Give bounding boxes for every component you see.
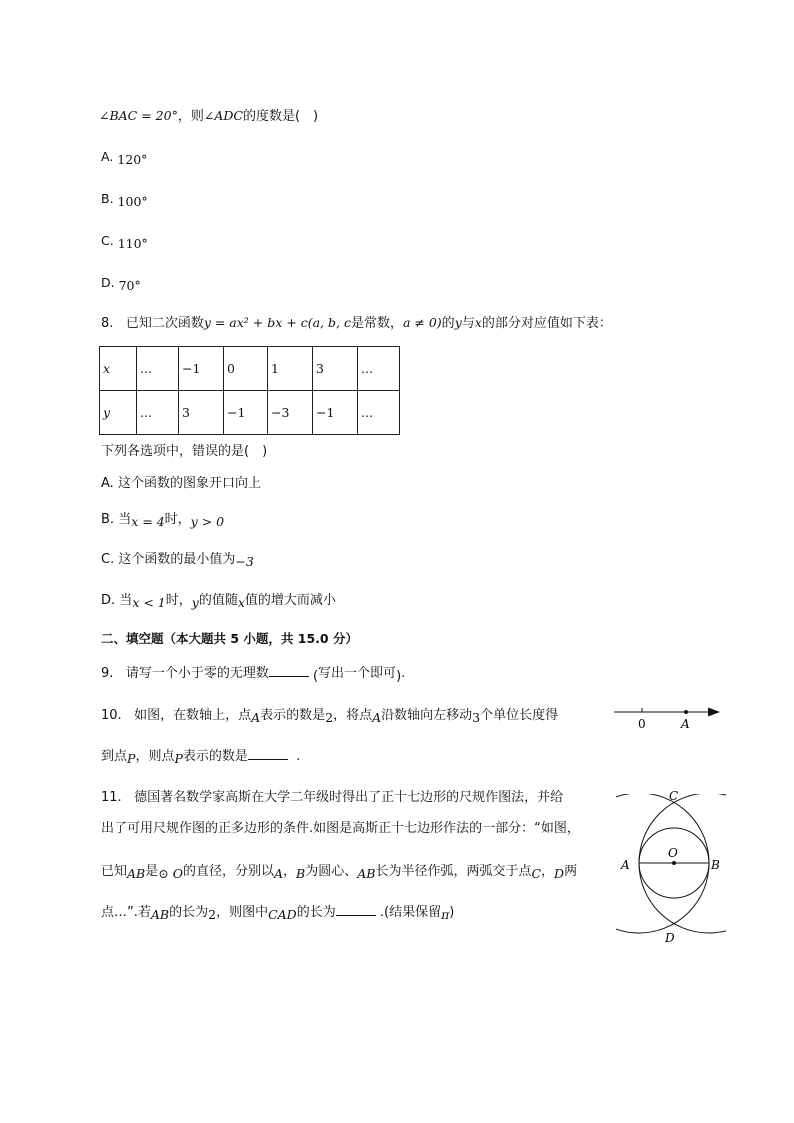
q8-option-b-t2: 时， bbox=[164, 512, 191, 527]
q8-value-table bbox=[99, 346, 400, 435]
q10-l1-t2: 表示的数是 bbox=[260, 708, 326, 723]
answer-blank[interactable] bbox=[336, 903, 376, 916]
q7-option-c-value: 110° bbox=[117, 236, 148, 251]
q11-l3-m2: ⊙ O bbox=[158, 866, 183, 881]
q11-l4-t1: 点…”.若 bbox=[101, 905, 151, 920]
q10-l1-m4: 3 bbox=[472, 710, 481, 725]
q11-l4-m1: AB bbox=[150, 907, 170, 922]
q10-l1-t5: 个单位长度得 bbox=[480, 708, 559, 723]
q7-stem bbox=[99, 107, 318, 126]
label-a: A bbox=[681, 717, 690, 731]
q8-option-d bbox=[101, 591, 336, 610]
q8-number: 8. bbox=[101, 316, 114, 331]
q8-option-d-letter: D. bbox=[101, 593, 116, 608]
q8-option-b-m1: x = 4 bbox=[131, 514, 165, 529]
q11-l3-t1: 已知 bbox=[101, 864, 128, 879]
answer-blank[interactable] bbox=[248, 747, 288, 760]
q8-function: y = ax² + bx + c(a, b, c bbox=[203, 315, 351, 330]
table-cell: 3 bbox=[313, 347, 358, 391]
q8-option-c-t1: 这个函数的最小值为 bbox=[118, 552, 236, 567]
q11-l3-m1: AB bbox=[127, 866, 146, 881]
q9-text2: ( bbox=[312, 669, 319, 684]
q8-option-b-letter: B. bbox=[101, 512, 115, 527]
q8-option-d-t2: 时， bbox=[165, 593, 192, 608]
q8-option-a bbox=[101, 475, 261, 493]
q7-option-d-value: 70° bbox=[118, 278, 141, 293]
q10-l1-t3: ，将点 bbox=[333, 708, 373, 723]
table-row-x bbox=[100, 347, 400, 391]
q10-l2-m2: P bbox=[174, 751, 183, 766]
q8-option-d-m3: x bbox=[237, 595, 245, 610]
number-line-figure bbox=[608, 700, 724, 734]
table-cell: −1 bbox=[224, 391, 268, 435]
gauss-construction-figure bbox=[616, 784, 726, 946]
q11-l3-t7: ， bbox=[541, 864, 555, 879]
q10-line2 bbox=[101, 747, 300, 766]
q10-l1-m3: A bbox=[372, 710, 382, 725]
q11-l3-t8: 两 bbox=[564, 864, 578, 879]
table-cell: x bbox=[100, 347, 137, 391]
q8-option-a-letter: A. bbox=[101, 476, 114, 491]
q11-l3-t4: ， bbox=[283, 864, 297, 879]
table-cell: ... bbox=[137, 391, 179, 435]
q8-option-c-m1: −3 bbox=[235, 554, 254, 569]
q7-option-c-letter: C. bbox=[101, 233, 114, 248]
q8-option-d-t3: 的值随 bbox=[198, 593, 238, 608]
q7-option-d-letter: D. bbox=[101, 275, 115, 290]
q11-l3-m4: B bbox=[296, 866, 306, 881]
q9-text3: 写出一个即可 bbox=[318, 666, 397, 681]
q11-l4-m3: CAD bbox=[268, 907, 297, 922]
q8-condition: a ≠ 0) bbox=[402, 315, 442, 330]
q8-option-d-t4: 值的增大而减小 bbox=[244, 593, 336, 608]
q11-number: 11. bbox=[101, 790, 122, 805]
q11-l3-m3: A bbox=[273, 866, 283, 881]
q8-x: x bbox=[474, 315, 482, 330]
q10-number: 10. bbox=[101, 708, 122, 723]
q10-l1-t1: 如图，在数轴上，点 bbox=[134, 708, 252, 723]
q11-l3-t3: 的直径，分别以 bbox=[182, 864, 274, 879]
q7-option-d bbox=[101, 274, 141, 292]
q11-l4-t4: 的长为 bbox=[296, 905, 336, 920]
q9-text1: 请写一个小于零的无理数 bbox=[125, 666, 269, 681]
q10-l2-t1: 到点 bbox=[101, 749, 128, 764]
q10-l2-m1: P bbox=[127, 751, 136, 766]
q11-l3-m7: D bbox=[554, 866, 565, 881]
q8-text3: 的 bbox=[441, 316, 455, 331]
q8-option-d-m2: y bbox=[191, 595, 199, 610]
q7-text1: ，则 bbox=[177, 109, 204, 124]
q10-l1-m1: A bbox=[251, 710, 261, 725]
q11-line2: 出了可用尺规作图的正多边形的条件.如图是高斯正十七边形作法的一部分：“如图， bbox=[101, 821, 580, 836]
q8-y: y bbox=[454, 315, 462, 330]
q11-l1: 德国著名数学家高斯在大学二年级时得出了正十七边形的尺规作图法，并给 bbox=[134, 790, 564, 805]
q8-option-b bbox=[101, 510, 224, 529]
q10-l1-m2: 2 bbox=[325, 710, 334, 725]
q8-option-c-letter: C. bbox=[101, 552, 115, 567]
q7-angle-bac: ∠BAC = 20° bbox=[99, 108, 178, 123]
q11-l4-m4: π bbox=[441, 907, 450, 922]
q11-l3-m6: C bbox=[531, 866, 542, 881]
table-cell: ... bbox=[358, 347, 400, 391]
q9-stem bbox=[101, 664, 405, 683]
q8-text5: 的部分对应值如下表： bbox=[481, 316, 612, 331]
q8-option-d-m1: x < 1 bbox=[132, 595, 166, 610]
q11-l4-m2: 2 bbox=[208, 907, 217, 922]
q11-l3-m5: AB bbox=[357, 866, 376, 881]
table-cell: −1 bbox=[313, 391, 358, 435]
table-cell: 3 bbox=[179, 391, 224, 435]
q7-option-b-letter: B. bbox=[101, 191, 114, 206]
q7-text2: 的度数是( ) bbox=[242, 109, 319, 124]
q11-l3-t2: 是 bbox=[145, 864, 159, 879]
label-b: B bbox=[711, 858, 720, 872]
q11-l3-t6: 长为半径作弧，两弧交于点 bbox=[375, 864, 532, 879]
label-d: D bbox=[665, 931, 675, 945]
q7-option-b-value: 100° bbox=[117, 194, 148, 209]
q11-l4-t3: ，则图中 bbox=[216, 905, 269, 920]
arrow-right-icon bbox=[708, 708, 720, 717]
q7-option-a-value: 120° bbox=[117, 152, 148, 167]
q9-text5: . bbox=[401, 666, 406, 681]
q8-option-c bbox=[101, 550, 254, 569]
q9-number: 9. bbox=[101, 666, 114, 681]
q8-option-d-t1: 当 bbox=[119, 593, 133, 608]
q8-text1: 已知二次函数 bbox=[125, 316, 204, 331]
q8-option-b-m2: y > 0 bbox=[190, 514, 225, 529]
q8-text2: 是常数， bbox=[350, 316, 403, 331]
q9-text4: ) bbox=[396, 669, 402, 684]
table-cell: 0 bbox=[224, 347, 268, 391]
center-o-dot bbox=[672, 861, 676, 865]
q8-stem bbox=[101, 314, 612, 333]
q11-l4-t6: ) bbox=[449, 905, 455, 920]
answer-blank[interactable] bbox=[269, 664, 309, 677]
q10-l2-t3: 表示的数是 bbox=[182, 749, 248, 764]
q8-prompt: 下列各选项中，错误的是( ) bbox=[101, 444, 268, 459]
point-a-dot bbox=[684, 710, 688, 714]
q10-l1-t4: 沿数轴向左移动 bbox=[381, 708, 473, 723]
q10-line1 bbox=[101, 706, 558, 725]
q11-line4 bbox=[101, 903, 454, 922]
q10-l2-t2: ，则点 bbox=[135, 749, 175, 764]
table-cell: 1 bbox=[268, 347, 313, 391]
q7-option-a bbox=[101, 148, 147, 166]
label-c: C bbox=[669, 789, 679, 803]
section-title: 二、填空题（本大题共 5 小题，共 15.0 分） bbox=[101, 631, 358, 646]
table-cell: −1 bbox=[179, 347, 224, 391]
q11-l4-t5: .(结果保留 bbox=[379, 905, 442, 920]
q7-option-a-letter: A. bbox=[101, 149, 114, 164]
table-cell: y bbox=[100, 391, 137, 435]
q11-line3 bbox=[101, 862, 577, 881]
q8-option-a-text: 这个函数的图象开口向上 bbox=[117, 476, 261, 491]
q8-option-b-t1: 当 bbox=[118, 512, 132, 527]
q11-l3-t5: 为圆心、 bbox=[305, 864, 358, 879]
label-a: A bbox=[621, 858, 630, 872]
label-zero: 0 bbox=[638, 717, 646, 731]
q11-l4-t2: 的长为 bbox=[169, 905, 209, 920]
q7-option-c bbox=[101, 232, 148, 250]
table-cell: −3 bbox=[268, 391, 313, 435]
table-cell: ... bbox=[137, 347, 179, 391]
q7-angle-adc: ∠ADC bbox=[203, 108, 243, 123]
table-row-y bbox=[100, 391, 400, 435]
table-cell: ... bbox=[358, 391, 400, 435]
label-o: O bbox=[668, 846, 678, 860]
q10-l2-t4: . bbox=[296, 749, 301, 764]
q11-line1 bbox=[101, 789, 563, 807]
q7-option-b bbox=[101, 190, 148, 208]
q8-text4: 与 bbox=[461, 316, 475, 331]
